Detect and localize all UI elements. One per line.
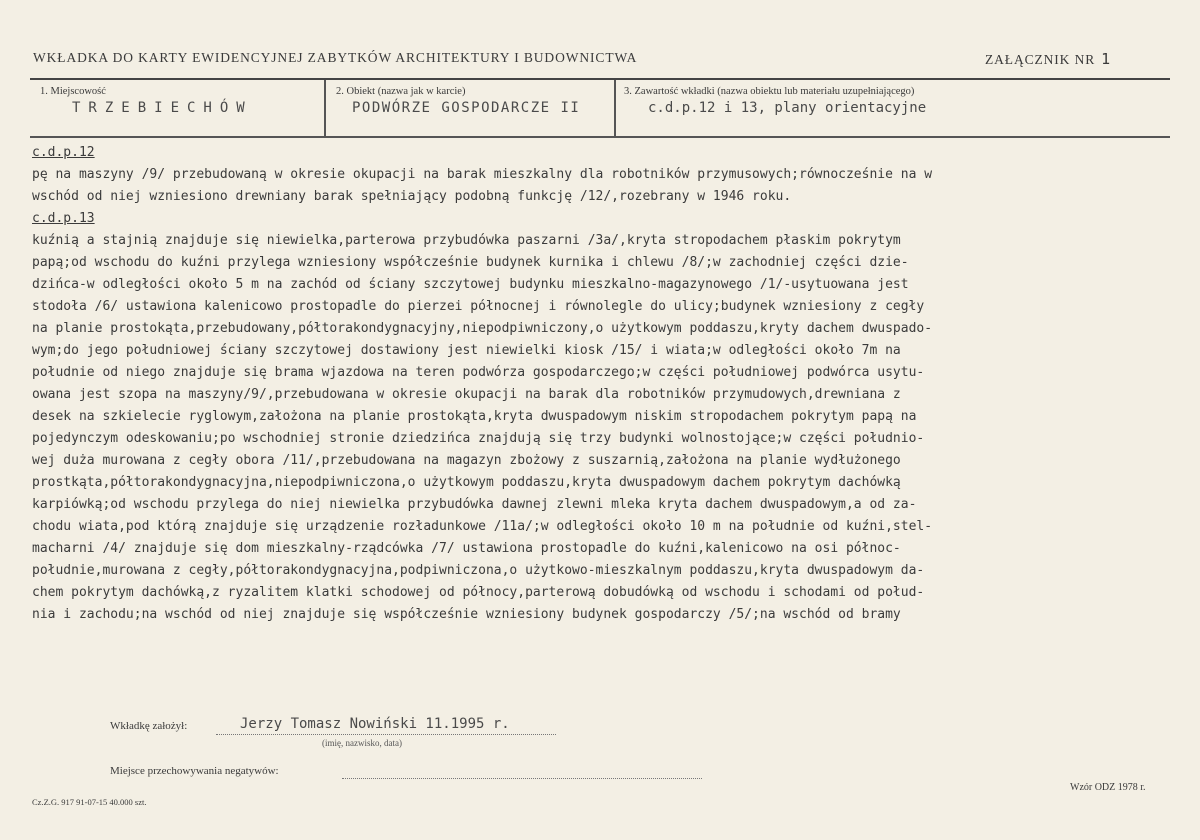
text-line: nia i zachodu;na wschód od niej znajduje się współcześnie wzniesiony budynek gospodarczy /5/;na wschód od bramy bbox=[32, 607, 901, 622]
attachment-number-label bbox=[985, 50, 1111, 68]
field-obiekt-label: 2. Obiekt (nazwa jak w karcie) bbox=[336, 86, 466, 97]
text-line: prostkąta,półtorakondygnacyjna,niepodpiwniczona,o użytkowym poddaszu,kryta dwuspadowym dachem pokrytym dachówką bbox=[32, 475, 901, 490]
text-line: południe od niego znajduje się brama wjazdowa na teren podwórza gospodarczego;w części południowej podwórca usytu- bbox=[32, 365, 925, 380]
text-line: chodu wiata,pod którą znajduje się urządzenie rozładunkowe /11a/;w odległości około 10 m na południe od kuźni,stel- bbox=[32, 519, 933, 534]
section-heading: c.d.p.12 bbox=[32, 145, 95, 160]
text-line: owana jest szopa na maszyny/9/,przebudowana w okresie okupacji na barak dla robotników przymudowych,drewniana z bbox=[32, 387, 901, 402]
text-line: na planie prostokąta,przebudowany,półtorakondygnacyjny,niepodpiwniczony,o użytkowym poddaszu,kryty dachem dwuspado- bbox=[32, 321, 933, 336]
author-dotted-line bbox=[216, 734, 556, 735]
text-line: pojedynczym odeskowaniu;po wschodniej stronie dziedzińca znajdują się trzy budynki wolnostojące;w części południo- bbox=[32, 431, 925, 446]
typed-description bbox=[32, 142, 1192, 626]
field-miejscowosc-label: 1. Miejscowość bbox=[40, 86, 106, 97]
author-hint: (imię, nazwisko, data) bbox=[322, 738, 402, 748]
negatives-label: Miejsce przechowywania negatywów: bbox=[110, 765, 279, 777]
field-obiekt-value: PODWÓRZE GOSPODARCZE II bbox=[352, 100, 581, 116]
attachment-label: ZAŁĄCZNIK NR bbox=[985, 52, 1096, 67]
field-zawartosc bbox=[614, 80, 1170, 136]
text-line: dzińca-w odległości około 5 m na zachód od ściany szczytowej budynku mieszkalno-magazynowego /1/-usytuowana jest bbox=[32, 277, 909, 292]
field-miejscowosc-value: TRZEBIECHÓW bbox=[72, 100, 253, 116]
text-line: chem pokrytym dachówką,z ryzalitem klatki schodowej od północy,parterową dobudówką od wschodu i schodami od połud- bbox=[32, 585, 925, 600]
text-line: wej duża murowana z cegły obora /11/,przebudowana na magazyn zbożowy z suszarnią,założona na planie wydłużonego bbox=[32, 453, 901, 468]
text-line: kuźnią a stajnią znajduje się niewielka,parterowa przybudówka paszarni /3a/,kryta stropodachem płaskim pokrytym bbox=[32, 233, 901, 248]
author-label: Wkładkę założył: bbox=[110, 720, 188, 732]
field-zawartosc-label: 3. Zawartość wkładki (nazwa obiektu lub materiału uzupełniającego) bbox=[624, 86, 915, 97]
text-line: papą;od wschodu do kuźni przylega wzniesiony współcześnie budynek kurnika i chlewu /8/;w zachodniej części dzie- bbox=[32, 255, 909, 270]
author-value: Jerzy Tomasz Nowiński 11.1995 r. bbox=[240, 716, 510, 732]
text-line: pę na maszyny /9/ przebudowaną w okresie okupacji na barak mieszkalny dla robotników przymusowych;równocześnie na w bbox=[32, 167, 933, 182]
form-title: WKŁADKA DO KARTY EWIDENCYJNEJ ZABYTKÓW ARCHITEKTURY I BUDOWNICTWA bbox=[33, 50, 638, 65]
negatives-dotted-line bbox=[342, 778, 702, 779]
text-line: wym;do jego południowej ściany szczytowej dostawiony jest niewielki kiosk /15/ i wiata;w odległości około 7m na bbox=[32, 343, 901, 358]
header-fields bbox=[30, 80, 1170, 138]
fields-rule bbox=[30, 136, 1170, 138]
text-line: wschód od niej wzniesiono drewniany barak spełniający podobną funkcję /12/,rozebrany w 1946 roku. bbox=[32, 189, 792, 204]
attachment-number: 1 bbox=[1101, 50, 1112, 68]
field-miejscowosc bbox=[30, 80, 322, 136]
text-line: desek na szkielecie ryglowym,założona na planie prostokąta,kryta dwuspadowym niskim stropodachem pokrytym papą na bbox=[32, 409, 917, 424]
print-info: Cz.Z.G. 917 91-07-15 40.000 szt. bbox=[32, 797, 147, 807]
text-line: stodoła /6/ ustawiona kalenicowo prostopadle do pierzei północnej i równolegle do ulicy;budynek wzniesiony z cegły bbox=[32, 299, 925, 314]
form-code: Wzór ODZ 1978 r. bbox=[1070, 782, 1146, 793]
text-line: południe,murowana z cegły,półtorakondygnacyjna,podpiwniczona,o użytkowo-mieszkalnym poddaszu,kryta dwuspadowym da- bbox=[32, 563, 925, 578]
field-obiekt bbox=[324, 80, 616, 136]
field-zawartosc-value: c.d.p.12 i 13, plany orientacyjne bbox=[648, 100, 927, 116]
text-line: karpiówką;od wschodu przylega do niej niewielka przybudówka dawnej zlewni mleka kryta dachem dwuspadowym,a od za- bbox=[32, 497, 917, 512]
section-heading: c.d.p.13 bbox=[32, 211, 95, 226]
text-line: macharni /4/ znajduje się dom mieszkalny-rządcówka /7/ ustawiona prostopadle do kuźni,kalenicowo na osi północ- bbox=[32, 541, 901, 556]
